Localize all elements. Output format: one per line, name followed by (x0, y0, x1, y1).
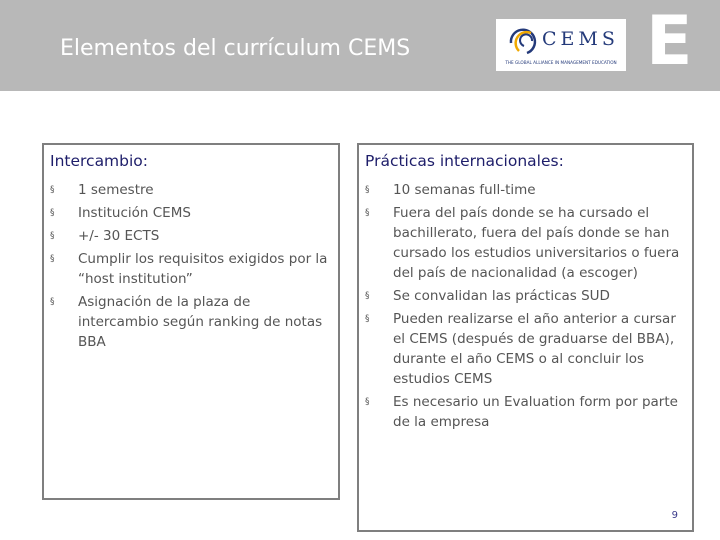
bullet-icon: § (50, 297, 55, 307)
list-item: § 10 semanas full-time (365, 182, 536, 198)
logo-wordmark: CEMS (542, 28, 619, 50)
bullet-icon: § (365, 314, 370, 324)
internship-panel (357, 143, 694, 532)
bullet-icon: § (365, 397, 370, 407)
cems-logo (496, 19, 626, 71)
list-item: § Asignación de la plaza de intercambio según ranking de notas BBA (50, 294, 323, 350)
bullet-icon: § (50, 208, 55, 218)
list-item: § +/- 30 ECTS (50, 228, 160, 244)
header-bar (0, 0, 720, 91)
exchange-panel (42, 143, 340, 500)
bullet-icon: § (365, 291, 370, 301)
list-item: § Institución CEMS (50, 205, 191, 221)
cems-globe-icon (504, 23, 542, 59)
bullet-icon: § (50, 231, 55, 241)
bullet-icon: § (365, 185, 370, 195)
list-item: § Es necesario un Evaluation form por parte de la empresa (365, 394, 678, 430)
exchange-list (50, 180, 334, 355)
list-item: § Fuera del país donde se ha cursado el bachillerato, fuera del país donde se han cursado los estudios universitarios o fuera del país de nacionalidad (a escoger) (365, 205, 680, 281)
corner-letter: E (646, 2, 693, 81)
page-title: Elementos del currículum CEMS (60, 36, 411, 61)
internship-list (365, 180, 688, 435)
bullet-icon: § (365, 208, 370, 218)
list-item: § Cumplir los requisitos exigidos por la “host institution” (50, 251, 328, 287)
page-number: 9 (671, 510, 678, 521)
bullet-icon: § (50, 254, 55, 264)
list-item: § Se convalidan las prácticas SUD (365, 288, 610, 304)
logo-tagline: THE GLOBAL ALLIANCE IN MANAGEMENT EDUCATION (505, 60, 617, 65)
bullet-icon: § (50, 185, 55, 195)
internship-title: Prácticas internacionales: (365, 152, 564, 170)
list-item: § 1 semestre (50, 182, 154, 198)
exchange-title: Intercambio: (50, 152, 149, 170)
list-item: § Pueden realizarse el año anterior a cursar el CEMS (después de graduarse del BBA), durante el año CEMS o al concluir los estudios CEMS (365, 311, 676, 387)
